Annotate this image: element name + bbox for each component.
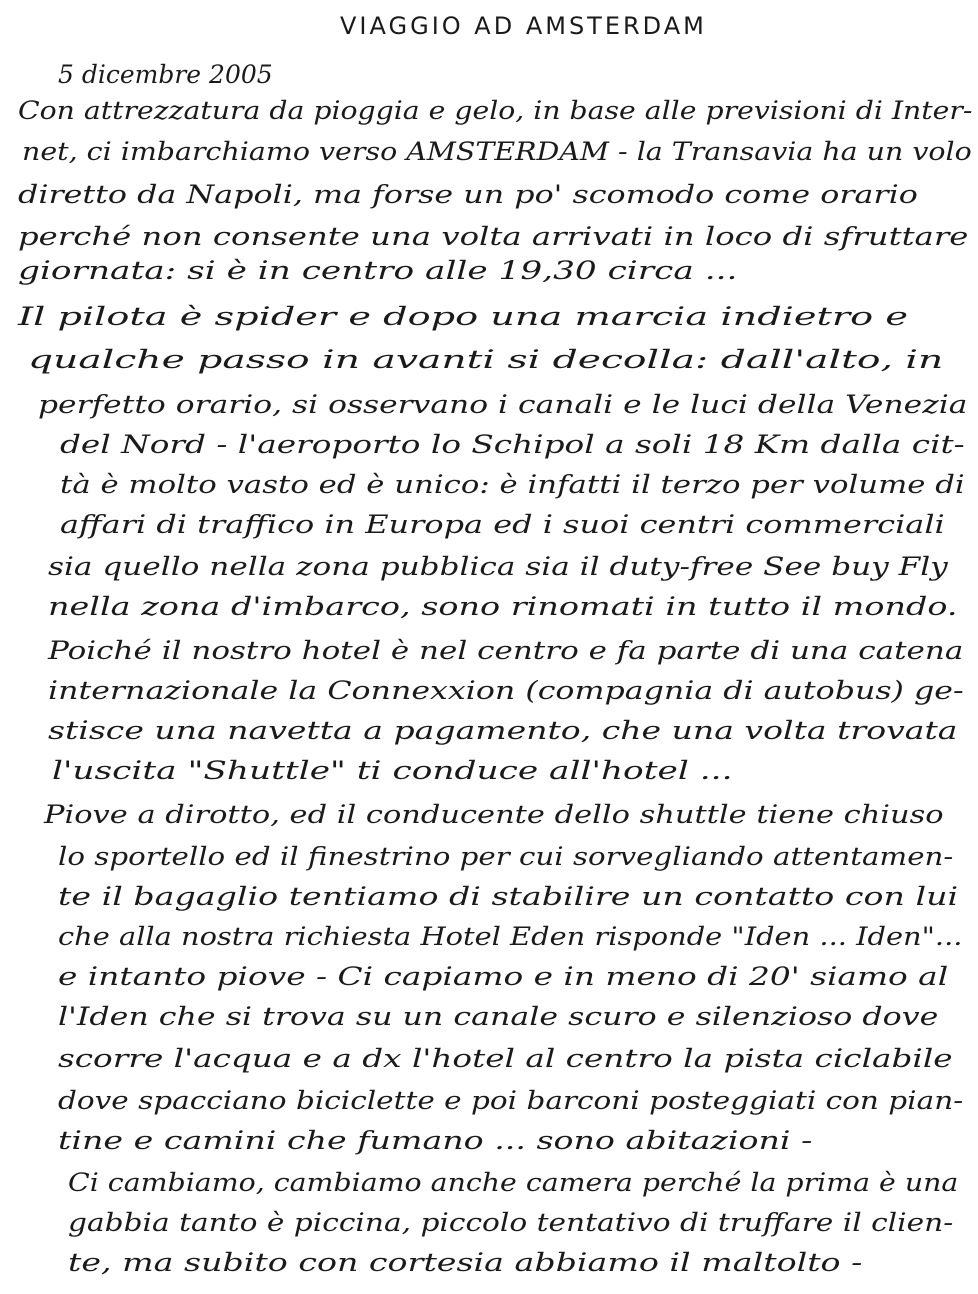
- text-line: net, ci imbarchiamo verso AMSTERDAM - la Transavia ha un volo: [22, 137, 972, 166]
- text-line: l'uscita "Shuttle" ti conduce all'hotel ...: [52, 756, 733, 785]
- text-line: lo sportello ed il finestrino per cui sorvegliando attentamen-: [58, 842, 954, 871]
- text-line: e intanto piove - Ci capiamo e in meno di 20' siamo al: [58, 962, 949, 991]
- text-line: perfetto orario, si osservano i canali e le luci della Venezia: [38, 390, 968, 419]
- text-line: giornata: si è in centro alle 19,30 circa ...: [18, 256, 738, 285]
- text-line: sia quello nella zona pubblica sia il duty-free See buy Fly: [48, 552, 948, 581]
- text-line: che alla nostra richiesta Hotel Eden risponde "Iden ... Iden"...: [58, 922, 963, 951]
- text-line: Piove a dirotto, ed il conducente dello shuttle tiene chiuso: [44, 800, 944, 829]
- text-line: nella zona d'imbarco, sono rinomati in tutto il mondo.: [48, 592, 958, 621]
- text-line: tine e camini che fumano ... sono abitazioni -: [58, 1126, 813, 1155]
- text-line: Ci cambiamo, cambiamo anche camera perché la prima è una: [68, 1168, 959, 1197]
- text-line: tà è molto vasto ed è unico: è infatti il terzo per volume di: [60, 470, 965, 499]
- text-line: te il bagaglio tentiamo di stabilire un contatto con lui: [58, 882, 959, 911]
- text-line: diretto da Napoli, ma forse un po' scomodo come orario: [18, 180, 918, 209]
- text-line: qualche passo in avanti si decolla: dall'alto, in: [28, 345, 944, 374]
- text-line: te, ma subito con cortesia abbiamo il maltolto -: [68, 1248, 863, 1277]
- text-line: gabbia tanto è piccina, piccolo tentativo di truffare il clien-: [68, 1208, 954, 1237]
- text-line: stisce una navetta a pagamento, che una volta trovata: [48, 716, 958, 745]
- text-line: Con attrezzatura da pioggia e gelo, in base alle previsioni di Inter-: [18, 96, 973, 125]
- text-line: Poiché il nostro hotel è nel centro e fa parte di una catena: [48, 636, 964, 665]
- text-line: scorre l'acqua e a dx l'hotel al centro la pista ciclabile: [58, 1044, 953, 1073]
- text-line: del Nord - l'aeroporto lo Schipol a soli 18 Km dalla cit-: [60, 430, 965, 459]
- page-title: VIAGGIO AD AMSTERDAM: [340, 12, 707, 40]
- text-line: perché non consente una volta arrivati in loco di sfruttare: [18, 222, 969, 251]
- text-line: affari di traffico in Europa ed i suoi centri commerciali: [60, 510, 945, 539]
- text-line: Il pilota è spider e dopo una marcia indietro e: [18, 302, 908, 331]
- entry-date: 5 dicembre 2005: [58, 60, 273, 89]
- text-line: dove spacciano biciclette e poi barconi posteggiati con pian-: [58, 1086, 964, 1115]
- text-line: l'Iden che si trova su un canale scuro e silenzioso dove: [58, 1002, 939, 1031]
- text-line: internazionale la Connexxion (compagnia di autobus) ge-: [48, 676, 964, 705]
